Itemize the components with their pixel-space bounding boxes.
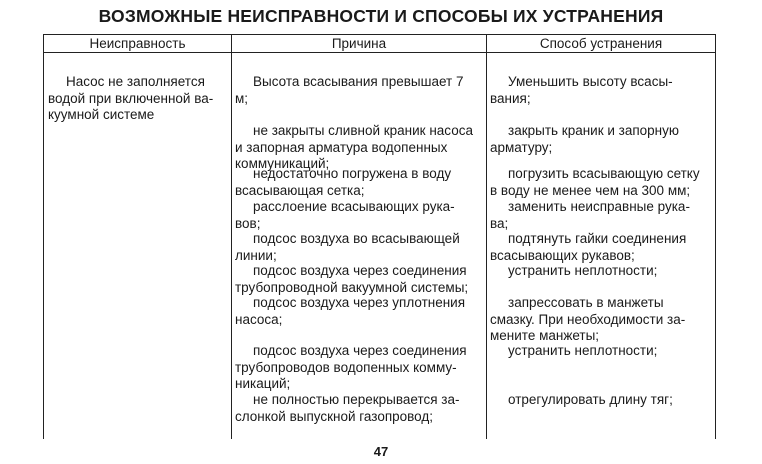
remedy-line: арматуру; [490,139,553,155]
remedy-item [490,123,713,156]
cause-item [235,263,483,296]
column-divider [486,35,487,439]
cause-line: слонкой выпускной газопровод; [235,408,434,424]
remedy-item [490,392,713,409]
fault-cell [48,74,228,124]
cause-item [235,295,483,328]
remedy-line: смазку. При необходимости за- [490,311,686,327]
cause-line: подсос воздуха через соединения [253,263,467,278]
header-fault: Неисправность [89,36,186,51]
remedy-item [490,199,713,232]
remedy-item [490,166,713,199]
header-cause: Причина [331,36,387,51]
remedy-line: всасывающих рукавов; [490,247,635,263]
cause-line: расслоение всасывающих рука- [253,199,455,214]
cause-line: м; [235,90,249,106]
cause-item [235,343,483,393]
remedy-line: запрессовать в манжеты [508,295,664,310]
remedy-item [490,74,713,107]
header-remedy: Способ устранения [539,36,663,51]
cause-line: подсос воздуха через уплотнения [253,295,466,310]
cause-line: недостаточно погружена в воду [253,166,452,181]
cause-item [235,166,483,199]
remedy-line: устранить неплотности; [508,343,658,358]
fault-line: Насос не заполняется [66,74,205,89]
column-divider [231,35,232,439]
page-number: 47 [373,444,389,459]
cause-line: трубопроводной вакуумной системы; [235,279,469,295]
cause-line: насоса; [235,311,283,327]
remedy-line: отрегулировать длину тяг; [508,392,673,407]
cause-line: подсос воздуха во всасывающей [253,231,460,246]
faults-table [43,34,716,439]
page-title: ВОЗМОЖНЫЕ НЕИСПРАВНОСТИ И СПОСОБЫ ИХ УСТРАНЕНИЯ [98,6,664,26]
remedy-line: подтянуть гайки соединения [508,231,687,246]
cause-item [235,231,483,264]
remedy-item [490,231,713,264]
remedy-line: мените манжеты; [490,328,600,343]
cause-line: и запорная арматура водопенных [235,139,448,155]
cause-line: линии; [235,247,277,263]
remedy-item [490,263,713,280]
remedy-line: в воду не менее чем на 300 мм; [490,182,691,198]
remedy-line: ва; [490,215,509,231]
cause-item [235,199,483,232]
remedy-line: вания; [490,90,531,106]
cause-line: не полностью перекрывается за- [253,392,460,407]
remedy-line: погрузить всасывающую сетку [508,166,700,181]
cause-item [235,74,483,107]
remedy-line: Уменьшить высоту всасы- [508,74,673,89]
remedy-line: закрыть краник и запорную [508,123,680,138]
remedy-item [490,295,713,345]
cause-line: никаций; [235,376,291,391]
header-divider [44,52,715,53]
cause-line: вов; [235,215,261,231]
cause-line: трубопроводов водопенных комму- [235,359,457,375]
cause-line: подсос воздуха через соединения [253,343,467,358]
remedy-line: заменить неисправные рука- [508,199,690,214]
remedy-line: устранить неплотности; [508,263,658,278]
fault-line: куумной системе [48,107,155,122]
cause-line: не закрыты сливной краник насоса [253,123,473,138]
cause-item [235,392,483,425]
cause-line: Высота всасывания превышает 7 [253,74,464,89]
cause-line: коммуникаций; [235,156,330,171]
cause-line: всасывающая сетка; [235,182,365,198]
fault-line: водой при включенной ва- [48,90,214,106]
remedy-item [490,343,713,360]
